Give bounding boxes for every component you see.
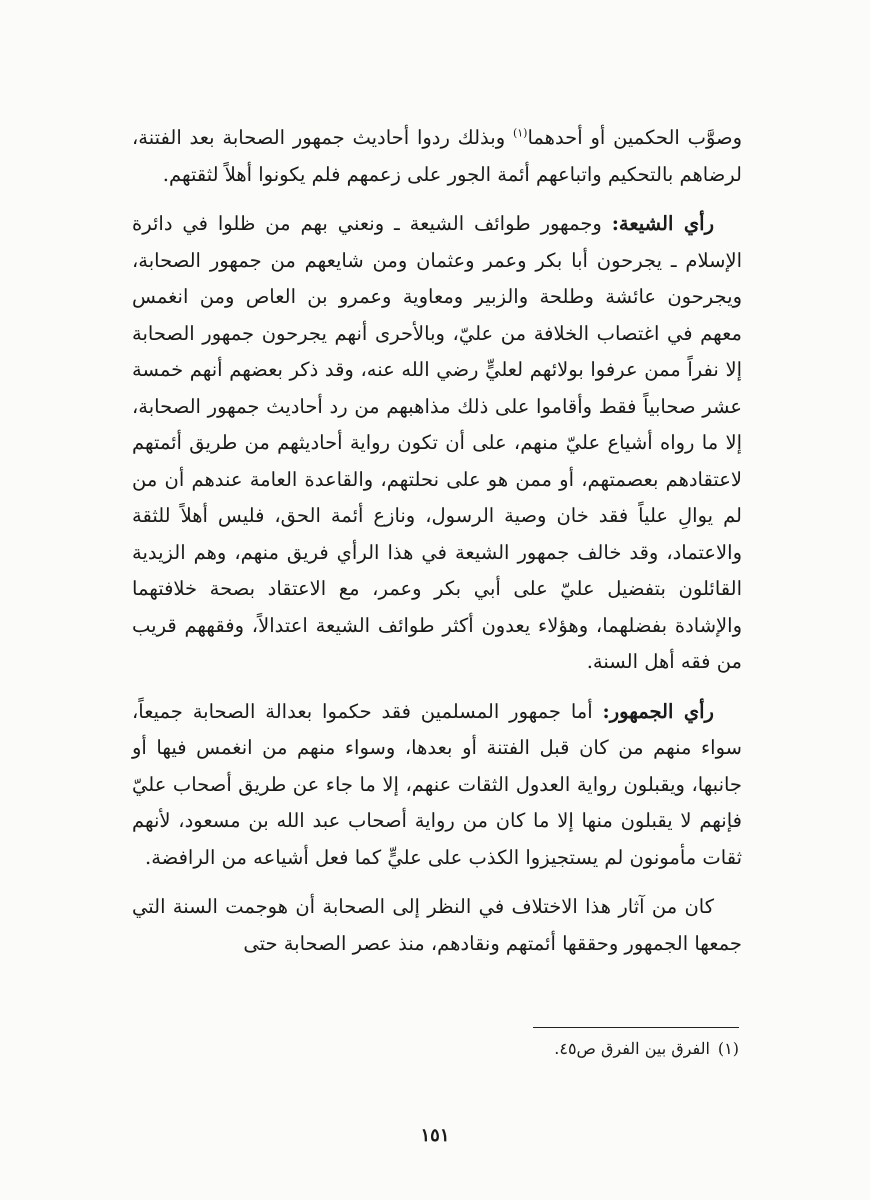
majority-view-heading: رأي الجمهور: [602,699,714,723]
majority-view-text: أما جمهور المسلمين فقد حكموا بعدالة الصحابة جميعاً، سواء منهم من كان قبل الفتنة أو بعدها، وسواء منهم من انغمس فيها أو جانبها، ويقبلون رواية العدول الثقات عنهم، إلا ما جاء عن طريق أصحاب عليّ فإنهم لا يقبلون منها إلا ما كان من رواية أصحاب عبد الله بن مسعود، لأنهم ثقات مأمونون لم يستجيزوا الكذب على عليٍّ كما فعل أشياعه من الرافضة. [132,699,742,869]
paragraph-1 [132,120,742,193]
page-body [132,120,742,975]
paragraph-consequence-text: كان من آثار هذا الاختلاف في النظر إلى الصحابة أن هوجمت السنة التي جمعها الجمهور وحققها أئمتهم ونقادهم، منذ عصر الصحابة حتى [132,895,742,955]
footnote-text: الفرق بين الفرق ص٤٥. [554,1039,710,1058]
paragraph-1-text: وبذلك ردوا أحاديث جمهور الصحابة بعد الفتنة، لرضاهم بالتحكيم واتباعهم أئمة الجور على زعمهم فلم يكونوا أهلاً لثقتهم. [132,126,742,186]
footnote-reference[interactable]: (١) [512,126,528,140]
shia-view-text: وجمهور طوائف الشيعة ـ ونعني بهم من ظلوا في دائرة الإسلام ـ يجرحون أبا بكر وعمر وعثمان ومن شايعهم من جمهور الصحابة، ويجرحون عائشة وطلحة والزبير ومعاوية وعمرو بن العاص ومن انغمس معهم في اغتصاب الخلافة من عليّ، وبالأحرى أنهم يجرحون جمهور الصحابة إلا نفراً ممن عرفوا بولائهم لعليٍّ رضي الله عنه، وقد ذكر بعضهم أنهم خمسة عشر صحابياً فقط وأقاموا على ذلك مذاهبهم من رد أحاديث جمهور الصحابة، إلا ما رواه أشياع عليّ منهم، على أن تكون رواية أحاديثهم من طريق أئمتهم لاعتقادهم بعصمتهم، أو ممن هو على نحلتهم، والقاعدة العامة عندهم أن من لم يوالِ علياً فقد خان وصية الرسول، ونازع أئمة الحق، فليس أهلاً للثقة والاعتماد، وقد خالف جمهور الشيعة في هذا الرأي فريق منهم، وهم الزيدية القائلون بتفضيل عليّ على أبي بكر وعمر، مع الاعتقاد بصحة خلافتهما والإشادة بفضلهما، وهؤلاء يعدون أكثر طوائف الشيعة اعتدالاً، وفقههم قريب من فقه أهل السنة. [132,212,742,673]
paragraph-1-text-start: وصوَّب الحكمين أو أحدهما [527,126,743,149]
page-number: ١٥١ [420,1125,450,1146]
shia-view-heading: رأي الشيعة: [611,212,714,235]
paragraph-majority-view [132,694,742,877]
paragraph-shia-view [132,206,742,681]
footnote-divider [533,1027,739,1028]
footnote [554,1036,739,1062]
paragraph-consequence [132,889,742,962]
footnote-number: (١) [717,1039,739,1058]
